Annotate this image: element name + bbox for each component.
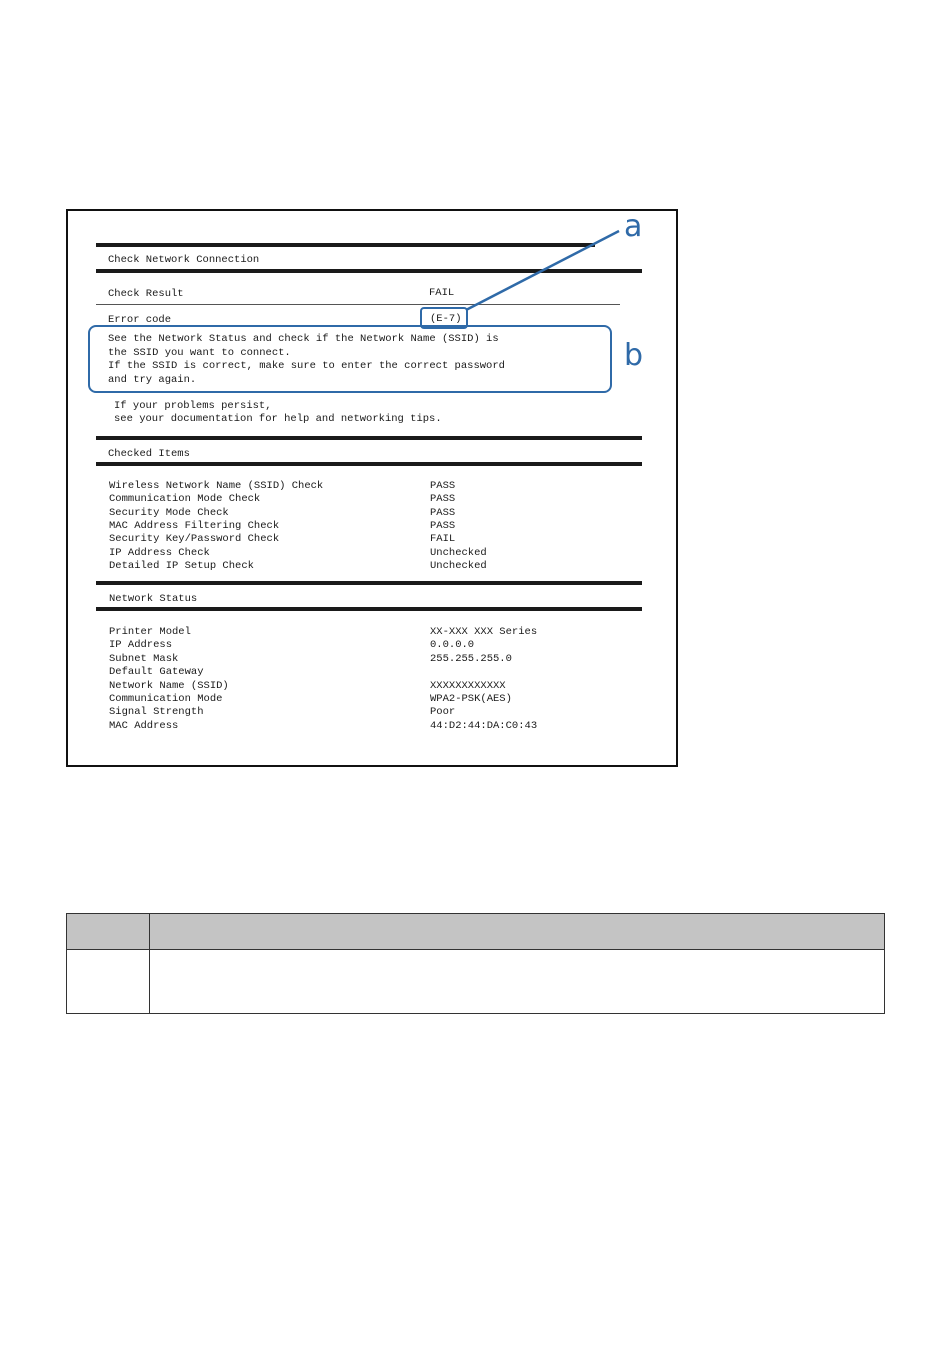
legend-table [66, 913, 885, 1014]
callout-b-label: b [624, 338, 644, 373]
network-status-value: Poor [430, 706, 456, 719]
network-status-top-rule [96, 581, 642, 585]
message-line-2: the SSID you want to connect. [108, 347, 291, 359]
checked-items-bottom-rule [96, 462, 642, 466]
checked-item-label: Wireless Network Name (SSID) Check [109, 480, 324, 492]
result-divider [96, 304, 620, 305]
network-status-label: Subnet Mask [109, 652, 179, 665]
network-status-value: 44:D2:44:DA:C0:43 [430, 719, 538, 732]
network-status-label: MAC Address [109, 719, 179, 732]
checked-items-title: Checked Items [108, 448, 190, 460]
message-line-1: See the Network Status and check if the Network Name (SSID) is [108, 333, 499, 345]
message-line-4: and try again. [108, 374, 197, 386]
legend-header-cell-1 [67, 914, 150, 950]
network-status-title: Network Status [109, 593, 198, 605]
network-status-value: 0.0.0.0 [430, 639, 475, 652]
checked-item-value: Unchecked [430, 559, 487, 572]
legend-table-header-row [67, 914, 885, 950]
callout-b-box [88, 325, 612, 393]
check-result-value: FAIL [429, 287, 455, 299]
persist-line-2: see your documentation for help and networking tips. [114, 413, 442, 425]
title-rule [96, 269, 642, 273]
network-status-value: WPA2-PSK(AES) [430, 693, 512, 705]
network-status-label: Communication Mode [109, 693, 223, 705]
checked-item-value: Unchecked [430, 546, 487, 559]
legend-cell-2 [150, 950, 885, 1014]
legend-cell-1 [67, 950, 150, 1014]
legend-header-cell-2 [150, 914, 885, 950]
checked-item-label: IP Address Check [109, 546, 210, 559]
network-status-value: XX-XXX XXX Series [430, 626, 538, 638]
checked-item-value: PASS [430, 493, 456, 506]
error-code-value: (E-7) [430, 313, 462, 325]
network-status-label: Signal Strength [109, 706, 204, 719]
checked-item-label: MAC Address Filtering Check [109, 519, 280, 532]
network-status-label: Printer Model [109, 626, 191, 638]
report-title: Check Network Connection [108, 254, 260, 266]
legend-table-row [67, 950, 885, 1014]
checked-items-top-rule [96, 436, 642, 440]
network-status-value: XXXXXXXXXXXX [430, 679, 506, 692]
checked-item-value: PASS [430, 506, 456, 519]
network-status-label: Network Name (SSID) [109, 679, 229, 692]
persist-line-1: If your problems persist, [114, 400, 272, 412]
checked-item-value: PASS [430, 519, 456, 532]
network-status-bottom-rule [96, 607, 642, 611]
message-line-3: If the SSID is correct, make sure to enter the correct password [108, 360, 505, 372]
checked-item-label: Security Key/Password Check [109, 533, 280, 546]
checked-item-label: Detailed IP Setup Check [109, 559, 254, 572]
checked-item-label: Communication Mode Check [109, 493, 261, 506]
checked-item-label: Security Mode Check [109, 506, 229, 519]
network-report-printout [66, 209, 678, 767]
check-result-label: Check Result [108, 288, 184, 300]
network-status-value: 255.255.255.0 [430, 652, 512, 665]
network-status-label: IP Address [109, 639, 173, 652]
top-rule [96, 243, 595, 247]
error-code-label: Error code [108, 314, 172, 326]
callout-a-label: a [624, 209, 643, 244]
checked-item-value: PASS [430, 480, 456, 492]
checked-item-value: FAIL [430, 533, 456, 546]
network-status-label: Default Gateway [109, 666, 204, 679]
